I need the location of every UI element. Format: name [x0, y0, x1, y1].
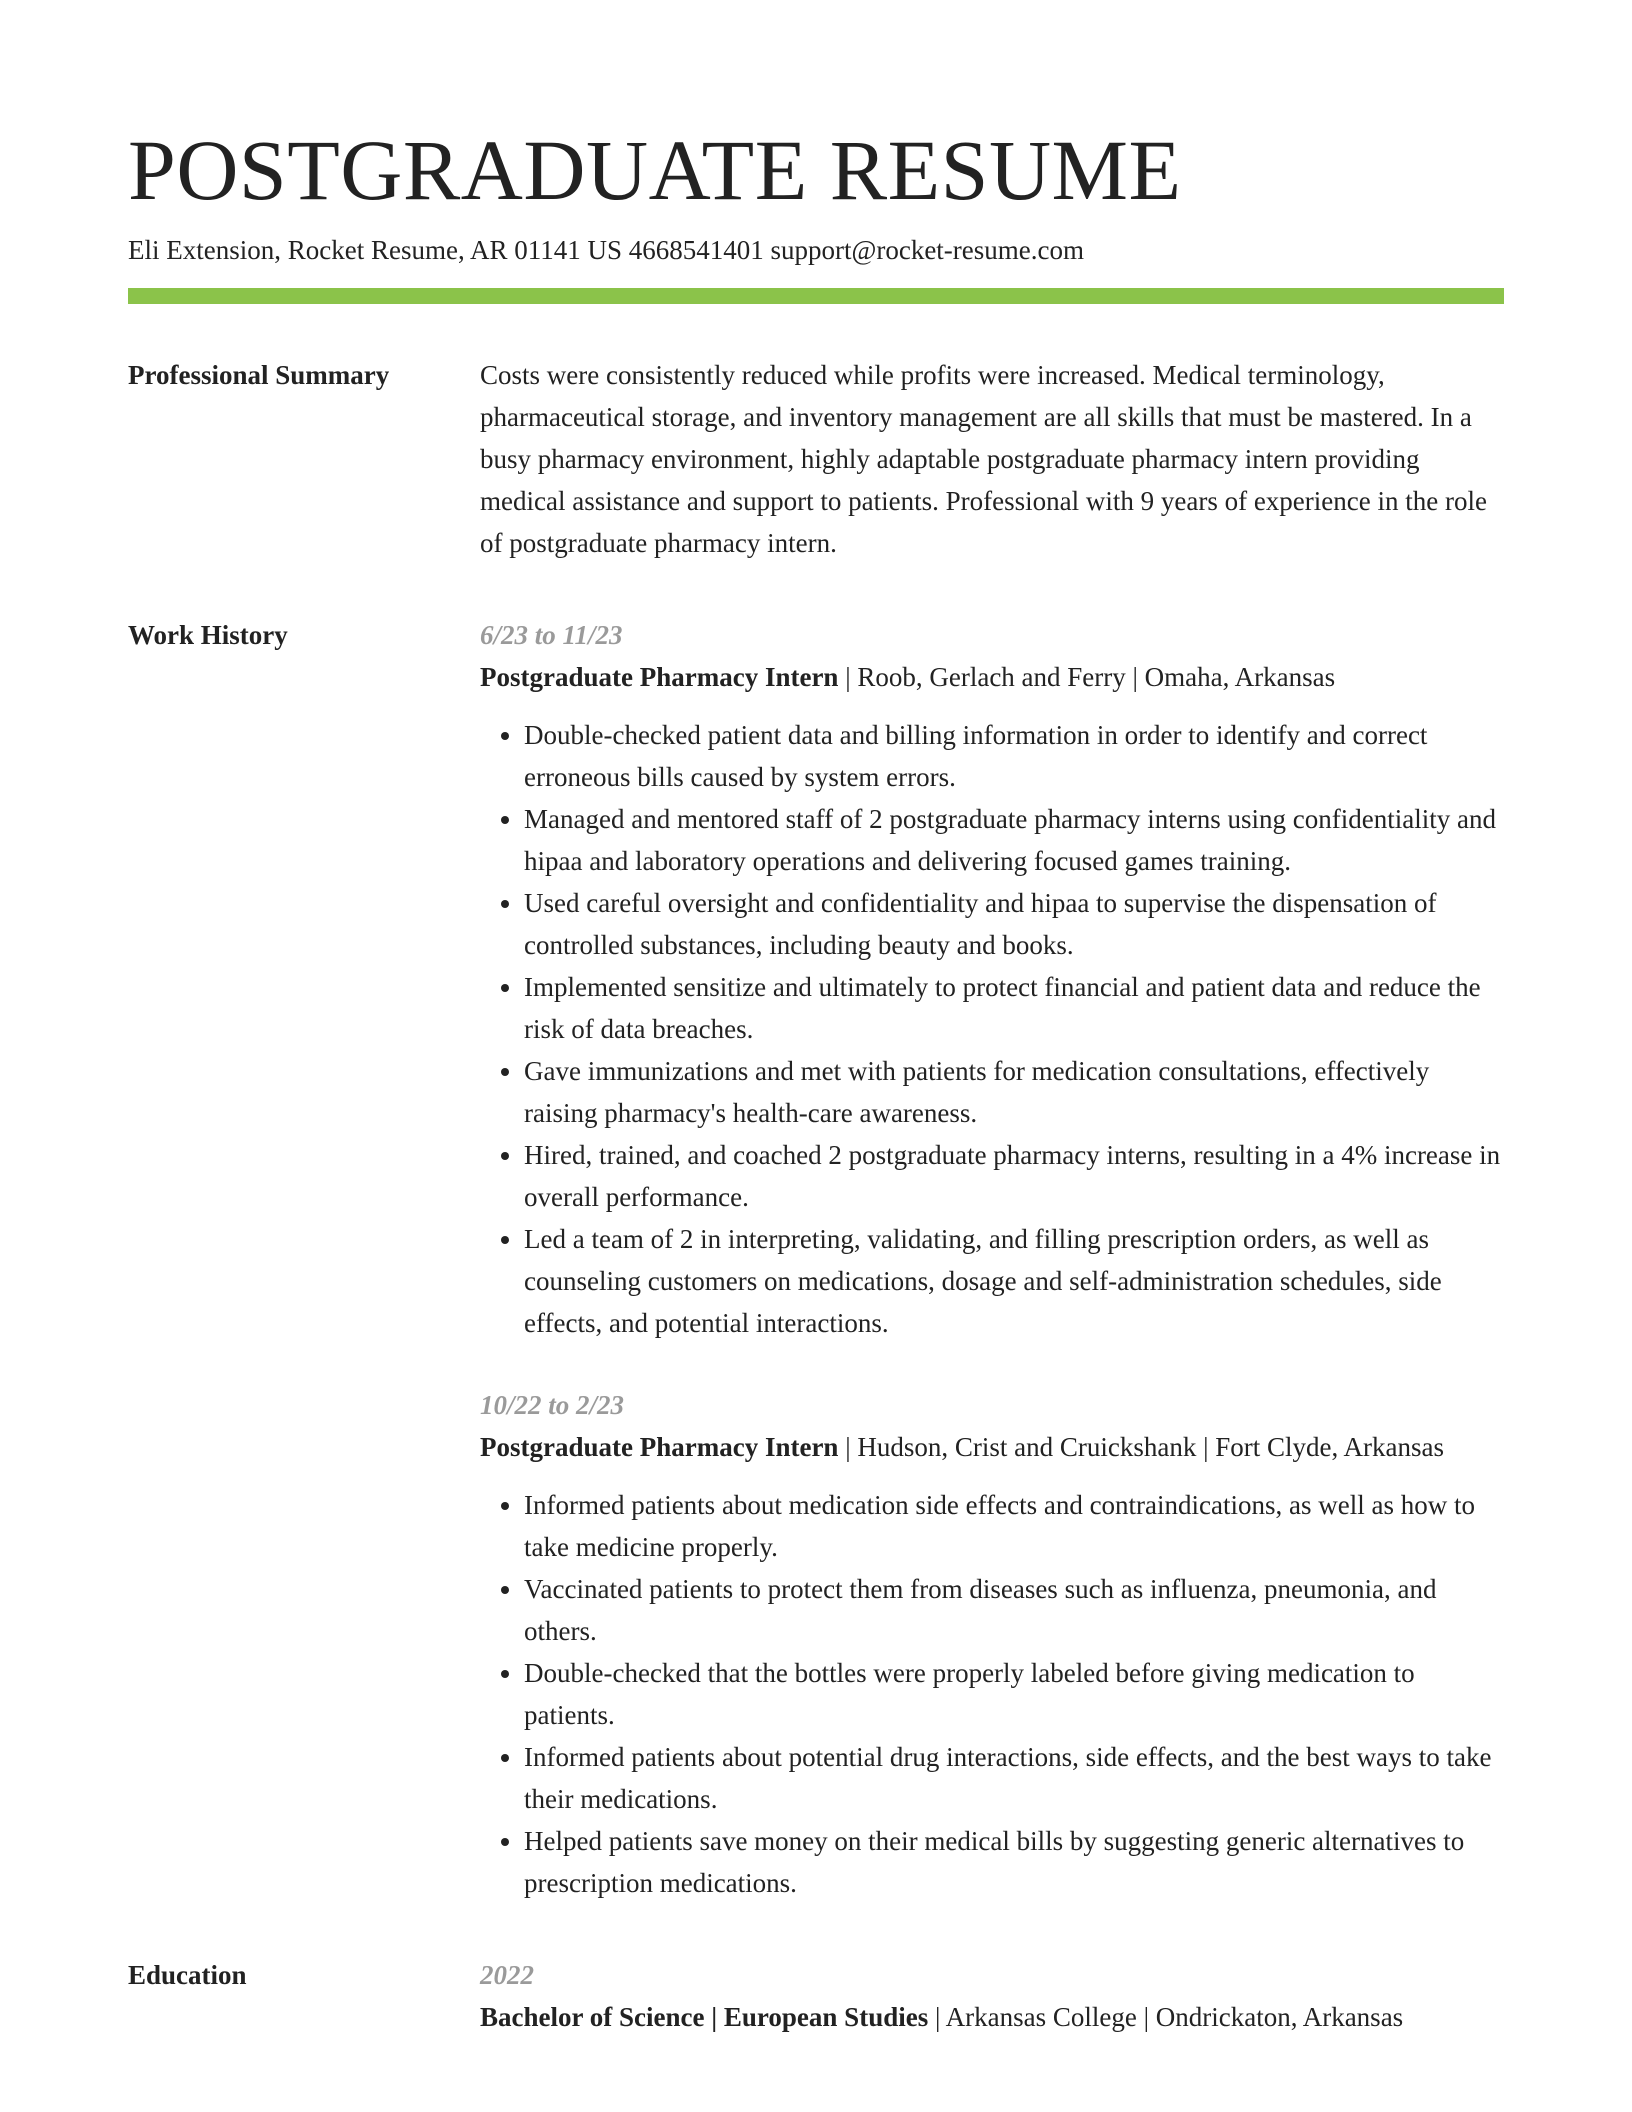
job-bullet: • Managed and mentored staff of 2 postgraduate pharmacy interns using confidentiality and hipaa and laboratory operations and delivering focused games training. [524, 798, 1504, 882]
job-heading [480, 656, 1504, 698]
summary-text: Costs were consistently reduced while profits were increased. Medical terminology, pharmaceutical storage, and inventory management are all skills that must be mastered. In a busy pharmacy environment, highly adaptable postgraduate pharmacy intern providing medical assistance and support to patients. Professional with 9 years of experience in the role of postgraduate pharmacy intern. [480, 360, 1487, 558]
summary-section [128, 354, 1504, 564]
education-body [480, 1954, 1504, 2038]
work-history-label: Work History [128, 620, 288, 650]
summary-body [480, 354, 1504, 564]
job-dates: 6/23 to 11/23 [480, 620, 623, 650]
summary-label: Professional Summary [128, 360, 390, 390]
job-dates: 10/22 to 2/23 [480, 1390, 625, 1420]
job-bullet: • Helped patients save money on their medical bills by suggesting generic alternatives to prescription medications. [524, 1820, 1504, 1904]
job-bullet: • Informed patients about potential drug interactions, side effects, and the best ways to take their medications. [524, 1736, 1504, 1820]
education-details: | Arkansas College | Ondrickaton, Arkansas [928, 2002, 1404, 2032]
job-details: | Roob, Gerlach and Ferry | Omaha, Arkansas [838, 662, 1336, 692]
job-bullets [480, 714, 1504, 1344]
job-bullet: • Double-checked that the bottles were properly labeled before giving medication to patients. [524, 1652, 1504, 1736]
job-bullet: • Vaccinated patients to protect them from diseases such as influenza, pneumonia, and others. [524, 1568, 1504, 1652]
job-details: | Hudson, Crist and Cruickshank | Fort Clyde, Arkansas [838, 1432, 1444, 1462]
job-bullet: • Implemented sensitize and ultimately to protect financial and patient data and reduce the risk of data breaches. [524, 966, 1504, 1050]
job-title: Postgraduate Pharmacy Intern [480, 662, 839, 692]
job-bullet: • Used careful oversight and confidentiality and hipaa to supervise the dispensation of controlled substances, including beauty and books. [524, 882, 1504, 966]
contact-info: Eli Extension, Rocket Resume, AR 01141 US 4668541401 support@rocket-resume.com [128, 235, 1084, 265]
job-bullet: • Hired, trained, and coached 2 postgraduate pharmacy interns, resulting in a 4% increase in overall performance. [524, 1134, 1504, 1218]
education-heading [480, 1996, 1504, 2038]
job-bullets [480, 1484, 1504, 1904]
education-label: Education [128, 1960, 247, 1990]
job-title: Postgraduate Pharmacy Intern [480, 1432, 839, 1462]
job-entry [480, 1384, 1504, 1904]
education-year: 2022 [480, 1960, 534, 1990]
job-bullet: • Double-checked patient data and billing information in order to identify and correct erroneous bills caused by system errors. [524, 714, 1504, 798]
resume-page [128, 120, 1504, 2038]
job-entry [480, 614, 1504, 1344]
job-bullet: • Informed patients about medication side effects and contraindications, as well as how to take medicine properly. [524, 1484, 1504, 1568]
job-bullet: • Led a team of 2 in interpreting, validating, and filling prescription orders, as well as counseling customers on medications, dosage and self-administration schedules, side effects, and potential interactions. [524, 1218, 1504, 1344]
header-divider [128, 288, 1504, 304]
work-history-section [128, 614, 1504, 1904]
education-section [128, 1954, 1504, 2038]
work-history-body [480, 614, 1504, 1904]
education-degree: Bachelor of Science | European Studies [480, 2002, 929, 2032]
resume-title: POSTGRADUATE RESUME [128, 122, 1182, 218]
job-heading [480, 1426, 1504, 1468]
job-bullet: • Gave immunizations and met with patients for medication consultations, effectively raising pharmacy's health-care awareness. [524, 1050, 1504, 1134]
